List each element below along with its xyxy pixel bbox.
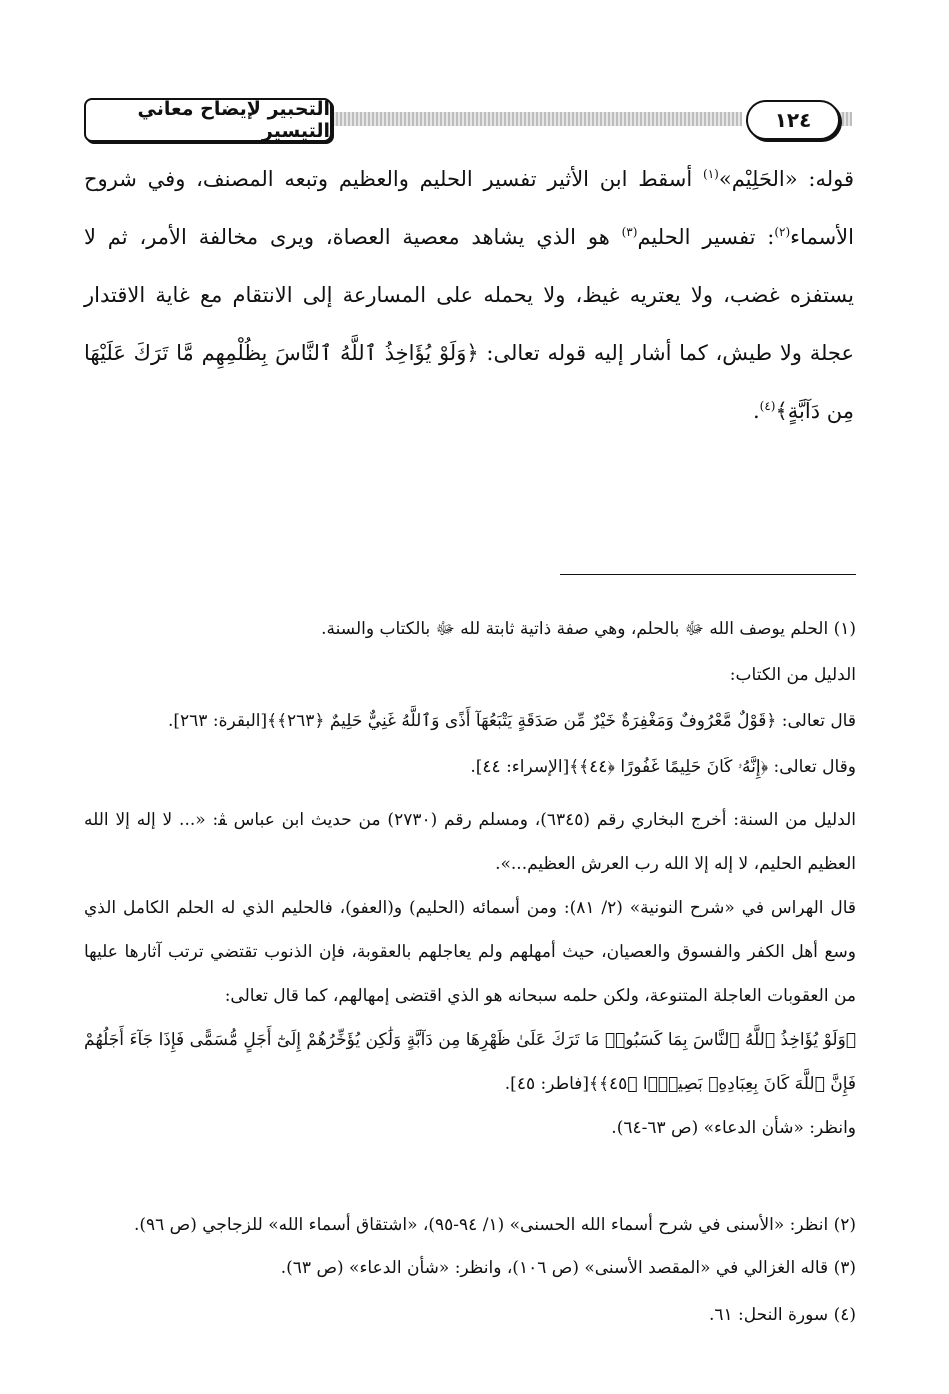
- footnote-line: (٣) قاله الغزالي في «المقصد الأسنى» (ص ١٠٦)، وانظر: «شأن الدعاء» (ص ٦٣).: [280, 1258, 856, 1278]
- footnote-line: ﴿وَلَوْ يُؤَاخِذُ ٱللَّهُ ٱلنَّاسَ بِمَا كَسَبُوا۟ مَا تَرَكَ عَلَىٰ ظَهْرِهَا مِن دَآبَّةٍ وَلَٰكِن يُؤَخِّرُهُمْ إِلَىٰٓ أَجَلٍ مُّسَمًّى فَإِذَا جَآءَ أَجَلُهُمْ فَإِنَّ ٱللَّهَ كَانَ بِعِبَادِهِۦ بَصِيرًۢا ﴿٤٥﴾﴾[فاطر: ٤٥].: [84, 1030, 856, 1094]
- page-number: ١٢٤: [774, 108, 812, 132]
- book-title-box: [84, 98, 332, 142]
- page-number-box: [746, 100, 840, 140]
- footnote-ref-2: (٢): [774, 225, 791, 239]
- footnote-3: [84, 1253, 856, 1283]
- header-ornament-band: [284, 112, 742, 126]
- main-paragraph: [84, 150, 854, 440]
- book-title: التحبير لإيضاح معاني التيسير: [137, 98, 330, 142]
- footnote-separator: [560, 574, 856, 575]
- text-run: قوله: «الحَلِيْم»: [718, 167, 854, 191]
- text-run: .: [752, 399, 760, 423]
- text-run: هو الذي يشاهد معصية العصاة، ويرى مخالفة الأمر، ثم لا يستفزه غضب، ولا يعتريه غيظ، ولا يحمله على المسارعة إلى الانتقام مع غاية الاقتدار عجلة ولا طيش، كما أشار إليه قوله تعالى:: [84, 225, 854, 365]
- text-run: : تفسير الحليم: [637, 225, 775, 249]
- footnote-line: الدليل من السنة: أخرج البخاري رقم (٦٣٤٥)، ومسلم رقم (٢٧٣٠) من حديث ابن عباس ﭭ: «... لا إله إلا الله العظيم الحليم، لا إله إلا الله رب العرش العظيم...».: [84, 810, 857, 874]
- footnote-1: [84, 614, 856, 1150]
- footnote-line: قال تعالى: ﴿قَوْلٌ مَّعْرُوفٌ وَمَغْفِرَةٌ خَيْرٌ مِّن صَدَقَةٍ يَتْبَعُهَآ أَذًى وَٱللَّهُ غَنِيٌّ حَلِيمٌ ﴿٢٦٣﴾﴾[البقرة: ٢٦٣].: [167, 711, 856, 731]
- footnote-line: (١) الحلم يوصف الله ﷻ بالحلم، وهي صفة ذاتية ثابتة لله ﷻ بالكتاب والسنة.: [321, 619, 856, 639]
- footnote-ref-4: (٤): [759, 399, 776, 413]
- footnote-ref-1: (١): [703, 167, 719, 181]
- footnote-ref-3: (٣): [621, 225, 638, 239]
- footnote-line: وانظر: «شأن الدعاء» (ص ٦٣-٦٤).: [611, 1118, 856, 1138]
- footnote-2: [84, 1210, 856, 1240]
- footnote-line: قال الهراس في «شرح النونية» (٢/ ٨١): ومن أسمائه (الحليم) و(العفو)، فالحليم الذي له الحلم الكامل الذي وسع أهل الكفر والفسوق والعصيان، حيث أمهلهم ولم يعاجلهم بالعقوبة، فإن الذنوب تقتضي ترتب آثارها عليها من العقوبات العاجلة المتنوعة، ولكن حلمه سبحانه هو الذي اقتضى إمهالهم، كما قال تعالى:: [84, 898, 857, 1006]
- footnote-line: (٢) انظر: «الأسنى في شرح أسماء الله الحسنى» (١/ ٩٤-٩٥)، «اشتقاق أسماء الله» للزجاجي (ص ٩٦).: [133, 1215, 856, 1235]
- footnote-4: [84, 1300, 856, 1330]
- main-text: [84, 150, 854, 440]
- quran-verse: ﴿وَلَوْ يُؤَاخِذُ ٱللَّهُ ٱلنَّاسَ بِظُلْمِهِم مَّا تَرَكَ عَلَيْهَا مِن دَآبَّةٍ﴾: [84, 341, 854, 423]
- running-header: [84, 98, 852, 144]
- text-run: أسقط ابن الأثير تفسير الحليم والعظيم وتبعه المصنف، وفي شروح الأسماء: [84, 167, 854, 249]
- footnote-line: (٤) سورة النحل: ٦١.: [708, 1305, 856, 1325]
- footnote-line: وقال تعالى: ﴿إِنَّهُۥ كَانَ حَلِيمًا غَفُورًا ﴿٤٤﴾﴾[الإسراء: ٤٤].: [470, 757, 856, 777]
- footnote-line: الدليل من الكتاب:: [729, 665, 856, 685]
